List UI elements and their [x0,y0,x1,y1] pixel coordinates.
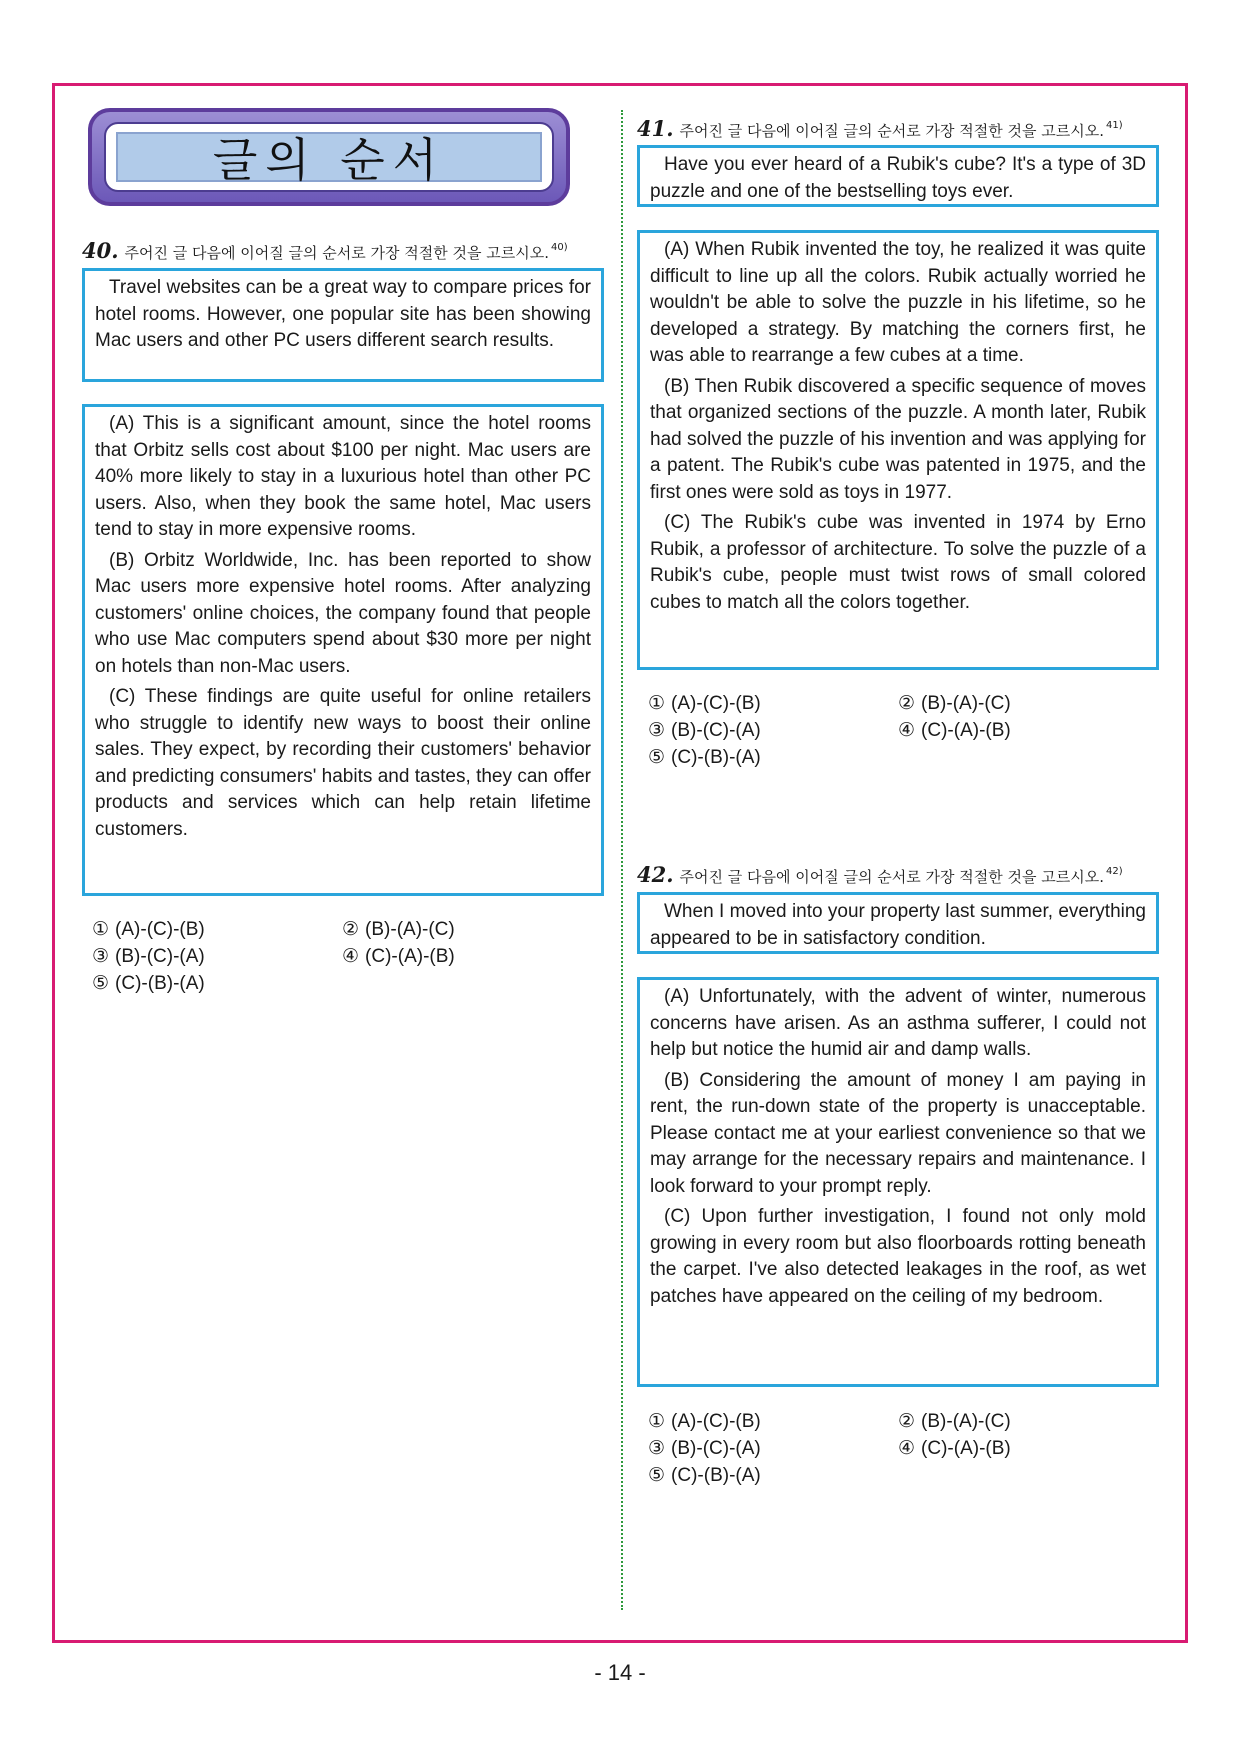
question-40-passage-box [82,404,604,896]
question-number: 41. [637,116,674,141]
choice-mark: ③ [648,1438,666,1459]
banner-core [116,132,542,187]
choice-text: (B)-(C)-(A) [671,720,761,741]
choice-4[interactable] [898,1436,1148,1461]
page-number: - 14 - [594,1660,646,1685]
section-banner [88,108,570,206]
question-reference: 42) [1105,866,1123,877]
question-41-passage-box [637,230,1159,670]
question-instruction: 주어진 글 다음에 이어질 글의 순서로 가장 적절한 것을 고르시오. [124,244,549,262]
choice-1[interactable] [92,917,342,942]
banner-inner [104,122,554,192]
paragraph-c: (C) The Rubik's cube was invented in 1974 by Erno Rubik, a professor of architecture. To solve the puzzle of a Rubik's cube, people must twist rows of small colored cubes to match all the colors together. [650,512,1146,613]
choice-mark: ④ [898,720,916,741]
choice-2[interactable] [342,917,592,942]
choice-text: (B)-(C)-(A) [115,946,205,967]
question-instruction: 주어진 글 다음에 이어질 글의 순서로 가장 적절한 것을 고르시오. [679,122,1104,140]
paragraph-b: (B) Considering the amount of money I am paying in rent, the run-down state of the property is unacceptable. Please contact me at your earliest convenience so that we may arrange for the necessary repairs and maintenance. I look forward to your prompt reply. [650,1069,1146,1197]
choice-text: (B)-(A)-(C) [365,919,455,940]
choice-text: (C)-(B)-(A) [671,747,761,768]
choice-mark: ① [92,919,110,940]
question-42-passage-box [637,977,1159,1387]
choice-mark: ⑤ [92,973,110,994]
question-41-choices [648,691,1148,770]
choice-text: (A)-(C)-(B) [671,1411,761,1432]
choice-text: (C)-(A)-(B) [365,946,455,967]
paragraph-a: (A) This is a significant amount, since the hotel rooms that Orbitz sells cost about $100 per night. Mac users are 40% more likely to stay in a luxurious hotel than other PC users. Also, when they book the same hotel, Mac users tend to stay in more expensive rooms. [95,413,591,540]
column-divider [621,110,623,1610]
paragraph-b: (B) Then Rubik discovered a specific sequence of moves that organized sections of the puzzle. A month later, Rubik had solved the puzzle of his invention and was applying for a patent. The Rubik's cube was patented in 1975, and the first ones were sold as toys in 1977. [650,375,1146,503]
question-number: 42. [637,862,674,887]
choice-4[interactable] [342,944,592,969]
choice-text: (C)-(A)-(B) [921,720,1011,741]
question-40-given-box [82,268,604,382]
question-instruction: 주어진 글 다음에 이어질 글의 순서로 가장 적절한 것을 고르시오. [679,868,1104,886]
choice-text: (C)-(B)-(A) [671,1465,761,1486]
given-text: Have you ever heard of a Rubik's cube? It's a type of 3D puzzle and one of the bestselling toys ever. [650,154,1146,202]
paragraph-b: (B) Orbitz Worldwide, Inc. has been reported to show Mac users more expensive hotel rooms. After analyzing customers' online choices, the company found that people who use Mac computers spend about $30 more per night on hotels than non-Mac users. [95,549,591,677]
question-42-choices [648,1409,1148,1488]
choice-2[interactable] [898,691,1148,716]
question-reference: 41) [1105,120,1123,131]
paragraph-a: (A) When Rubik invented the toy, he realized it was quite difficult to line up all the colors. Rubik actually worried he wouldn't be able to solve the puzzle in his lifetime, so he developed a strategy. By matching the corners first, he was able to rearrange a few cubes at a time. [650,239,1146,366]
choice-text: (C)-(A)-(B) [921,1438,1011,1459]
choice-text: (B)-(C)-(A) [671,1438,761,1459]
given-text: When I moved into your property last summer, everything appeared to be in satisfactory condition. [650,901,1146,949]
choice-mark: ③ [92,946,110,967]
choice-5[interactable] [648,1463,898,1488]
paragraph-c: (C) These findings are quite useful for online retailers who struggle to identify new ways to boost their online sales. They expect, by recording their customers' behavior and predicting consumers' habits and tastes, they can offer products and services which can help retain lifetime customers. [95,686,591,840]
question-42-header [637,862,1123,887]
choice-4[interactable] [898,718,1148,743]
choice-5[interactable] [648,745,898,770]
question-41-header [637,116,1123,141]
question-40-choices [92,917,592,996]
choice-mark: ② [898,693,916,714]
given-text: Travel websites can be a great way to compare prices for hotel rooms. However, one popular site has been showing Mac users and other PC users different search results. [95,277,591,351]
paragraph-c: (C) Upon further investigation, I found not only mold growing in every room but also floorboards rotting beneath the carpet. I've also detected leakages in the roof, as wet patches have appeared on the ceiling of my bedroom. [650,1206,1146,1307]
choice-text: (B)-(A)-(C) [921,1411,1011,1432]
choice-1[interactable] [648,691,898,716]
question-42-given-box [637,892,1159,954]
question-reference: 40) [550,242,568,253]
choice-text: (A)-(C)-(B) [115,919,205,940]
question-40-header [82,238,568,263]
page-title: 글의 순서 [212,133,446,187]
choice-mark: ⑤ [648,747,666,768]
choice-2[interactable] [898,1409,1148,1434]
choice-mark: ⑤ [648,1465,666,1486]
choice-text: (A)-(C)-(B) [671,693,761,714]
choice-mark: ② [898,1411,916,1432]
choice-text: (B)-(A)-(C) [921,693,1011,714]
paragraph-a: (A) Unfortunately, with the advent of winter, numerous concerns have arisen. As an asthma sufferer, I could not help but notice the humid air and damp walls. [650,986,1146,1060]
question-number: 40. [82,238,119,263]
choice-mark: ② [342,919,360,940]
choice-text: (C)-(B)-(A) [115,973,205,994]
choice-1[interactable] [648,1409,898,1434]
choice-mark: ① [648,1411,666,1432]
question-41-given-box [637,145,1159,207]
choice-mark: ④ [342,946,360,967]
choice-mark: ④ [898,1438,916,1459]
choice-mark: ③ [648,720,666,741]
choice-3[interactable] [92,944,342,969]
choice-3[interactable] [648,718,898,743]
choice-mark: ① [648,693,666,714]
choice-5[interactable] [92,971,342,996]
choice-3[interactable] [648,1436,898,1461]
